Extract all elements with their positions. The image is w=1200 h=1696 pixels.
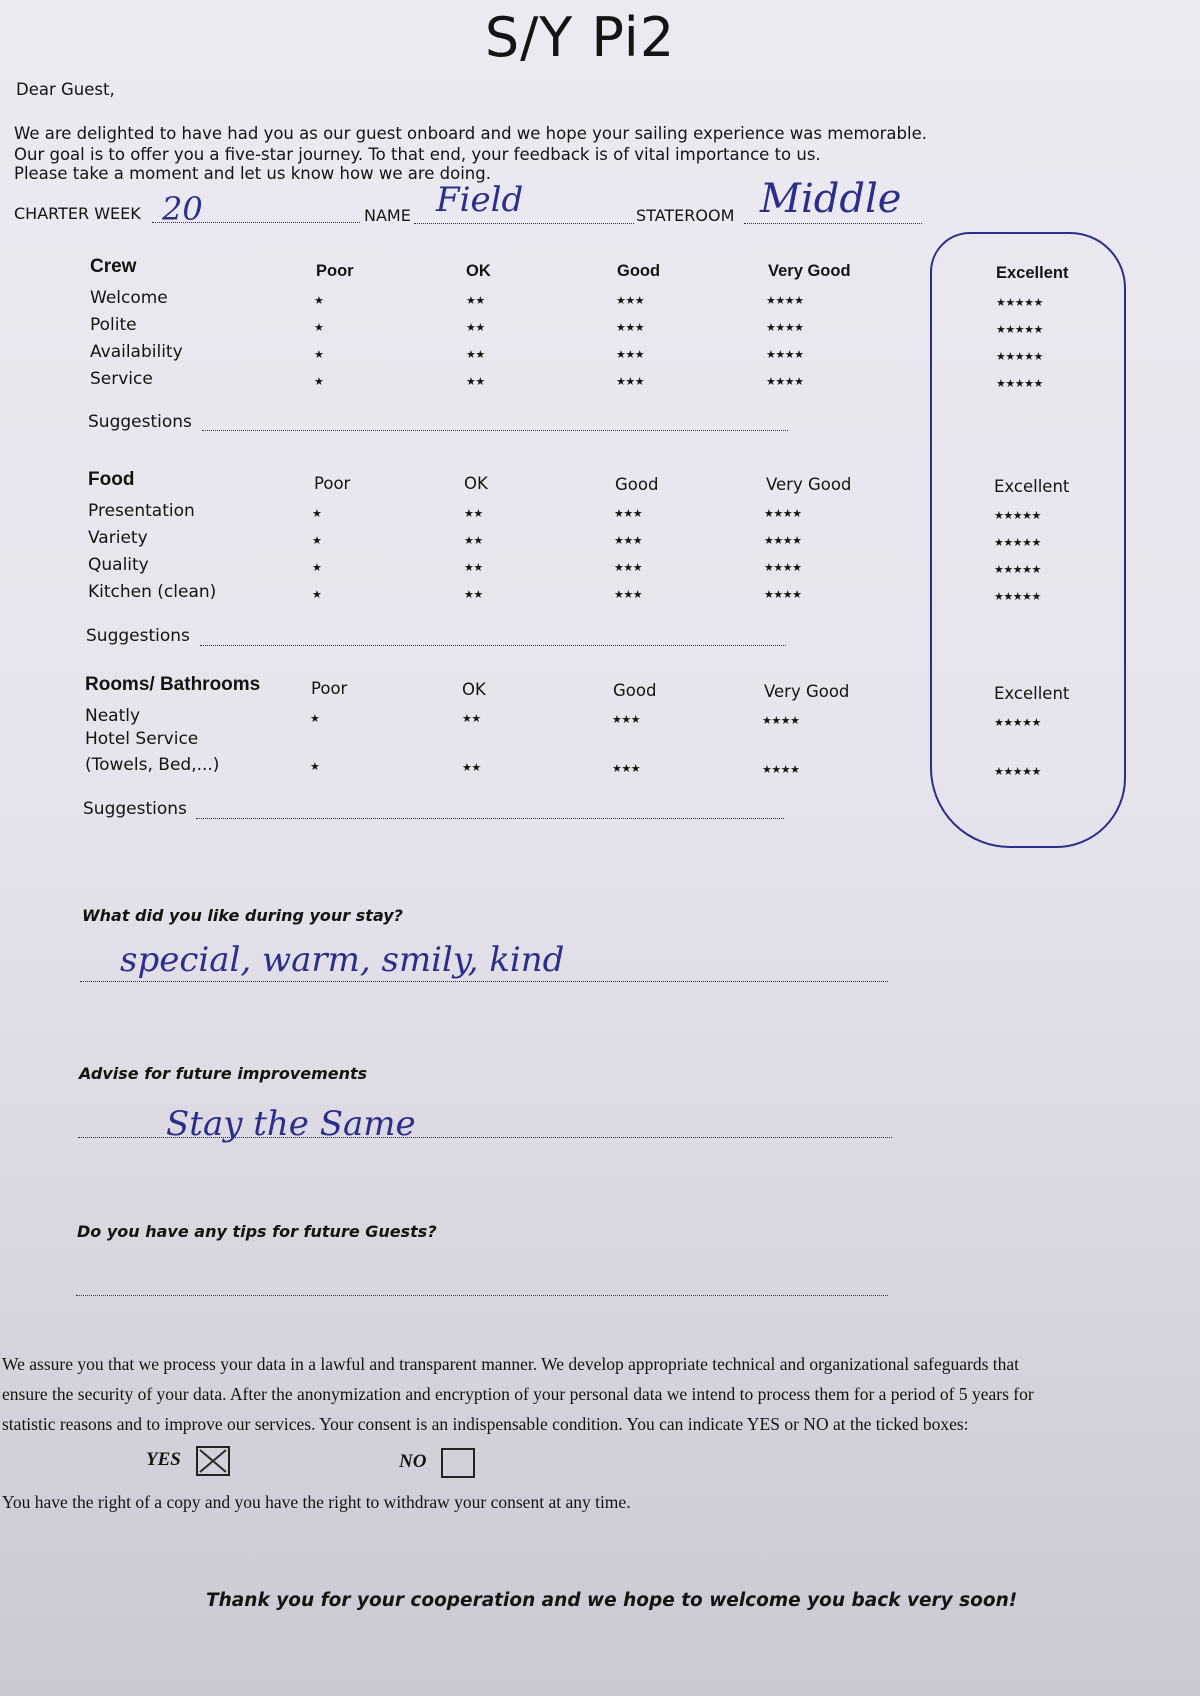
consent-yes-label: YES [146,1449,181,1470]
section-title-food: Food [88,469,135,490]
section-title-rooms: Rooms/ Bathrooms [85,674,261,695]
consent-no-checkbox[interactable] [441,1448,475,1478]
rooms-hotel-service-star-2[interactable]: ★★ [462,761,481,774]
rooms-header-ok: OK [462,680,486,699]
food-quality-star-2[interactable]: ★★ [464,561,483,574]
rooms-suggestions-label: Suggestions [83,799,187,819]
legal-line-2: ensure the security of your data. After the anonymization and encryption of your personal data we intend to process them for a period of 5 years for [2,1384,1034,1404]
food-presentation-star-1[interactable]: ★ [312,507,322,520]
crew-service-star-5[interactable]: ★★★★★ [996,377,1043,390]
form-title: S/Y Pi2 [484,6,676,69]
crew-polite-star-2[interactable]: ★★ [466,321,485,334]
legal-line-1: We assure you that we process your data in a lawful and transparent manner. We develop appropriate technical and organizational safeguards that [2,1354,1019,1374]
rooms-header-very-good: Very Good [764,682,850,701]
crew-header-very-good: Very Good [768,262,851,280]
crew-header-poor: Poor [316,262,354,280]
food-presentation-star-3[interactable]: ★★★ [614,507,643,520]
crew-polite-star-1[interactable]: ★ [314,321,324,334]
food-variety-star-3[interactable]: ★★★ [614,534,643,547]
food-presentation-star-5[interactable]: ★★★★★ [994,509,1041,522]
stateroom-line [744,223,922,224]
rooms-item-towels-bed: (Towels, Bed,...) [85,755,220,775]
crew-service-star-3[interactable]: ★★★ [616,375,645,388]
advise-answer[interactable]: Stay the Same [166,1104,416,1144]
rooms-hotel-service-star-1[interactable]: ★ [310,760,320,773]
thanks-message: Thank you for your cooperation and we hope to welcome you back very soon! [206,1590,1018,1611]
food-variety-star-4[interactable]: ★★★★ [764,534,802,547]
rooms-neatly-star-4[interactable]: ★★★★ [762,714,800,727]
rooms-hotel-service-star-4[interactable]: ★★★★ [762,763,800,776]
rooms-item-hotel-service: Hotel Service [85,729,199,749]
rooms-neatly-star-5[interactable]: ★★★★★ [994,716,1041,729]
rooms-item-neatly: Neatly [85,706,141,726]
crew-suggestions-line[interactable] [202,430,788,431]
food-presentation-star-4[interactable]: ★★★★ [764,507,802,520]
food-suggestions-line[interactable] [200,645,786,646]
crew-polite-star-3[interactable]: ★★★ [616,321,645,334]
food-header-very-good: Very Good [766,475,852,494]
section-title-crew: Crew [90,256,137,277]
food-kitchen-star-3[interactable]: ★★★ [614,588,643,601]
name-line [414,223,634,224]
liked-answer-line [80,981,888,982]
food-kitchen-star-5[interactable]: ★★★★★ [994,590,1041,603]
food-quality-star-4[interactable]: ★★★★ [764,561,802,574]
crew-header-good: Good [617,262,661,280]
crew-header-excellent: Excellent [996,264,1069,282]
crew-availability-star-4[interactable]: ★★★★ [766,348,804,361]
rooms-hotel-service-star-3[interactable]: ★★★ [612,762,641,775]
food-kitchen-star-1[interactable]: ★ [312,588,322,601]
charter-week-label: CHARTER WEEK [14,204,141,223]
food-header-poor: Poor [314,474,351,493]
crew-availability-star-3[interactable]: ★★★ [616,348,645,361]
food-header-ok: OK [464,474,488,493]
stateroom-value[interactable]: Middle [760,176,902,222]
rooms-neatly-star-1[interactable]: ★ [310,712,320,725]
intro-line-2: Our goal is to offer you a five-star journey. To that end, your feedback is of vital importance to us. [14,145,821,164]
crew-service-star-2[interactable]: ★★ [466,375,485,388]
food-item-quality: Quality [88,555,149,575]
crew-item-availability: Availability [90,342,183,362]
crew-welcome-star-1[interactable]: ★ [314,294,324,307]
crew-item-polite: Polite [90,315,137,335]
crew-welcome-star-3[interactable]: ★★★ [616,294,645,307]
tips-answer-line[interactable] [76,1295,888,1296]
crew-item-welcome: Welcome [90,288,168,308]
food-kitchen-star-4[interactable]: ★★★★ [764,588,802,601]
food-variety-star-1[interactable]: ★ [312,534,322,547]
liked-answer[interactable]: special, warm, smily, kind [120,940,565,980]
crew-header-ok: OK [466,262,491,280]
intro-line-3: Please take a moment and let us know how we are doing. [14,164,491,183]
food-quality-star-3[interactable]: ★★★ [614,561,643,574]
rooms-neatly-star-3[interactable]: ★★★ [612,713,641,726]
crew-availability-star-1[interactable]: ★ [314,348,324,361]
food-header-good: Good [615,475,659,494]
crew-polite-star-4[interactable]: ★★★★ [766,321,804,334]
crew-availability-star-5[interactable]: ★★★★★ [996,350,1043,363]
advise-question: Advise for future improvements [79,1064,368,1083]
tips-question: Do you have any tips for future Guests? [77,1222,437,1241]
greeting: Dear Guest, [16,80,115,99]
food-kitchen-star-2[interactable]: ★★ [464,588,483,601]
crew-welcome-star-4[interactable]: ★★★★ [766,294,804,307]
crew-service-star-4[interactable]: ★★★★ [766,375,804,388]
legal-line-3: statistic reasons and to improve our services. Your consent is an indispensable condition. You can indicate YES or NO at the ticked boxes: [2,1414,969,1434]
food-item-variety: Variety [88,528,148,548]
check-x-icon [198,1448,228,1474]
food-variety-star-5[interactable]: ★★★★★ [994,536,1041,549]
crew-welcome-star-2[interactable]: ★★ [466,294,485,307]
rooms-header-good: Good [613,681,657,700]
stateroom-label: STATEROOM [636,206,735,225]
crew-suggestions-label: Suggestions [88,412,192,432]
crew-service-star-1[interactable]: ★ [314,375,324,388]
food-item-presentation: Presentation [88,501,195,521]
food-quality-star-1[interactable]: ★ [312,561,322,574]
food-quality-star-5[interactable]: ★★★★★ [994,563,1041,576]
intro-line-1: We are delighted to have had you as our guest onboard and we hope your sailing experience was memorable. [14,124,927,143]
name-value[interactable]: Field [436,180,524,220]
consent-yes-checkbox[interactable] [196,1446,230,1476]
legal-line-4: You have the right of a copy and you have the right to withdraw your consent at any time. [2,1492,631,1512]
rooms-header-poor: Poor [311,679,348,698]
food-header-excellent: Excellent [994,477,1070,496]
crew-availability-star-2[interactable]: ★★ [466,348,485,361]
food-variety-star-2[interactable]: ★★ [464,534,483,547]
rooms-header-excellent: Excellent [994,684,1070,703]
crew-item-service: Service [90,369,153,389]
crew-polite-star-5[interactable]: ★★★★★ [996,323,1043,336]
charter-week-value[interactable]: 20 [162,190,203,228]
name-label: NAME [364,206,411,225]
rooms-suggestions-line[interactable] [196,818,784,819]
consent-no-label: NO [399,1451,427,1472]
rooms-neatly-star-2[interactable]: ★★ [462,712,481,725]
food-item-kitchen: Kitchen (clean) [88,582,217,602]
crew-welcome-star-5[interactable]: ★★★★★ [996,296,1043,309]
rooms-hotel-service-star-5[interactable]: ★★★★★ [994,765,1041,778]
food-presentation-star-2[interactable]: ★★ [464,507,483,520]
food-suggestions-label: Suggestions [86,626,190,646]
liked-question: What did you like during your stay? [82,906,403,925]
